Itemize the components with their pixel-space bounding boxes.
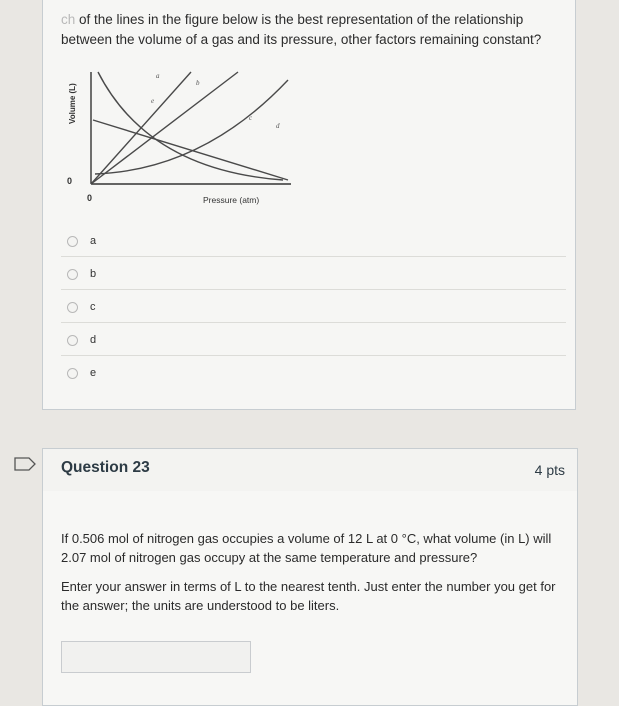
- radio-e[interactable]: [67, 368, 78, 379]
- y-axis-label: Volume (L): [68, 83, 77, 124]
- radio-a[interactable]: [67, 236, 78, 247]
- question-text-2: Enter your answer in terms of L to the nearest tenth. Just enter the number you get for the answer; the units are understood to be liters.: [61, 579, 556, 613]
- answer-option-b[interactable]: [61, 259, 566, 290]
- option-label-d: d: [90, 334, 97, 346]
- question-text-1: If 0.506 mol of nitrogen gas occupies a volume of 12 L at 0 °C, what volume (in L) will 2.07 mol of nitrogen gas occupy at the same temperature and pressure?: [61, 531, 552, 565]
- answer-input[interactable]: [61, 641, 251, 673]
- line-label-c: c: [249, 114, 253, 122]
- previous-question-card: [42, 0, 576, 410]
- radio-c[interactable]: [67, 302, 78, 313]
- question-text-cut: ch: [61, 12, 76, 27]
- option-label-a: a: [90, 235, 97, 247]
- x-axis-label: Pressure (atm): [203, 195, 260, 205]
- question-23-body: [42, 491, 578, 706]
- line-label-b: b: [196, 79, 200, 87]
- line-c: [98, 72, 283, 180]
- question-23-header: [42, 448, 578, 492]
- figure-svg: [53, 60, 303, 220]
- question-text-main: of the lines in the figure below is the best representation of the relationship between the volume of a gas and its pressure, other factors remaining constant?: [61, 12, 542, 47]
- question-points: 4 pts: [534, 462, 565, 478]
- answer-option-a[interactable]: [61, 226, 566, 257]
- previous-question-text: [61, 10, 566, 50]
- flag-question-icon[interactable]: [14, 457, 36, 471]
- question-title: Question 23: [61, 459, 150, 476]
- radio-d[interactable]: [67, 335, 78, 346]
- answer-option-d[interactable]: [61, 325, 566, 356]
- line-label-d: d: [276, 122, 280, 130]
- line-b: [91, 72, 238, 184]
- option-label-b: b: [90, 268, 97, 280]
- line-label-e: e: [151, 97, 155, 105]
- x-origin-label: 0: [87, 193, 93, 203]
- line-label-a: a: [156, 72, 160, 80]
- option-label-e: e: [90, 367, 97, 379]
- answer-option-c[interactable]: [61, 292, 566, 323]
- radio-b[interactable]: [67, 269, 78, 280]
- y-origin-label: 0: [67, 176, 73, 186]
- gas-law-figure: [53, 60, 303, 220]
- answer-option-e[interactable]: [61, 358, 566, 388]
- option-label-c: c: [90, 301, 96, 313]
